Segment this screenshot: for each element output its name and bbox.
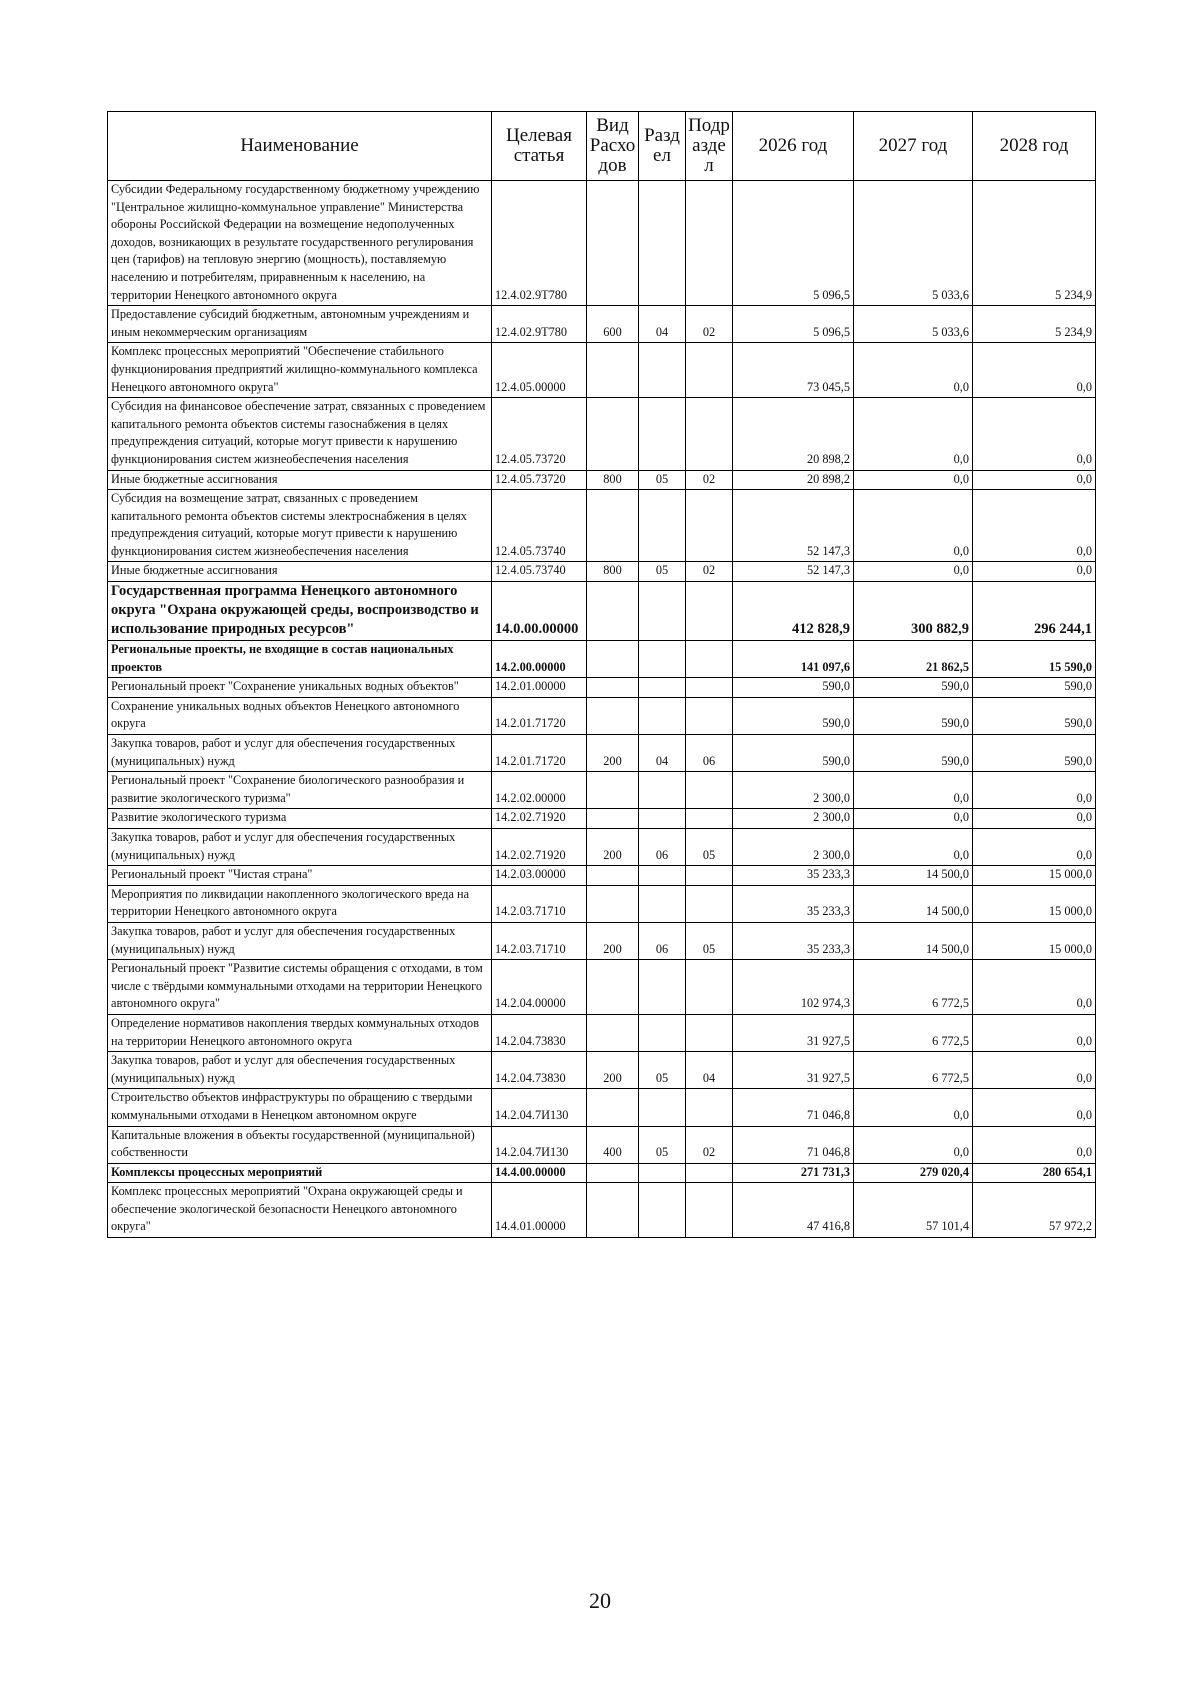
row-value-2026: 590,0: [733, 697, 854, 734]
row-value-2027: 0,0: [854, 343, 973, 398]
row-value-2027: 14 500,0: [854, 885, 973, 922]
table-row: [108, 181, 1096, 306]
row-article-cell: 12.4.05.73720: [492, 470, 587, 490]
row-section-cell: [639, 181, 686, 306]
row-article-cell: 14.2.01.71720: [492, 735, 587, 772]
table-row: [108, 772, 1096, 809]
row-name-cell: Комплекс процессных мероприятий "Обеспечение стабильного функционирования предприятий жилищно-коммунального комплекса Ненецкого автономного округа": [108, 343, 492, 398]
row-value-2028: 590,0: [973, 697, 1096, 734]
row-name-cell: Сохранение уникальных водных объектов Ненецкого автономного округа: [108, 697, 492, 734]
row-value-2026: 35 233,3: [733, 922, 854, 959]
row-article-cell: 14.2.03.71710: [492, 922, 587, 959]
row-expense-type-cell: [587, 1163, 639, 1183]
row-article-cell: 14.2.04.7И130: [492, 1126, 587, 1163]
table-header-row: [108, 112, 1096, 181]
row-article-cell: 14.4.01.00000: [492, 1183, 587, 1238]
row-value-2027: 0,0: [854, 1126, 973, 1163]
row-name-cell: Закупка товаров, работ и услуг для обеспечения государственных (муниципальных) нужд: [108, 922, 492, 959]
row-value-2026: 5 096,5: [733, 306, 854, 343]
row-value-2026: 20 898,2: [733, 470, 854, 490]
row-name-cell: Строительство объектов инфраструктуры по обращению с твердыми коммунальными отходами в Ненецком автономном округе: [108, 1089, 492, 1126]
row-value-2028: 15 000,0: [973, 866, 1096, 886]
row-value-2027: 6 772,5: [854, 1052, 973, 1089]
row-expense-type-cell: 800: [587, 562, 639, 582]
row-value-2028: 0,0: [973, 562, 1096, 582]
row-name-cell: Иные бюджетные ассигнования: [108, 470, 492, 490]
table-row: [108, 697, 1096, 734]
row-article-cell: 12.4.02.9Т780: [492, 306, 587, 343]
row-section-cell: 06: [639, 922, 686, 959]
row-section-cell: [639, 398, 686, 470]
row-section-cell: [639, 582, 686, 641]
row-section-cell: [639, 960, 686, 1015]
row-value-2027: 5 033,6: [854, 306, 973, 343]
page-number: 20: [589, 1588, 611, 1613]
row-expense-type-cell: [587, 885, 639, 922]
table-row: [108, 829, 1096, 866]
row-expense-type-cell: [587, 1089, 639, 1126]
row-name-cell: Иные бюджетные ассигнования: [108, 562, 492, 582]
row-value-2026: 141 097,6: [733, 641, 854, 678]
row-subsection-cell: 02: [686, 470, 733, 490]
row-subsection-cell: [686, 772, 733, 809]
row-subsection-cell: 05: [686, 922, 733, 959]
row-value-2026: 2 300,0: [733, 772, 854, 809]
row-value-2028: 0,0: [973, 1126, 1096, 1163]
row-section-cell: 05: [639, 1052, 686, 1089]
row-value-2026: 2 300,0: [733, 829, 854, 866]
row-expense-type-cell: 200: [587, 922, 639, 959]
header-year-2028: 2028 год: [973, 112, 1096, 181]
row-section-cell: [639, 1183, 686, 1238]
row-article-cell: 14.2.02.71920: [492, 809, 587, 829]
row-expense-type-cell: [587, 772, 639, 809]
row-article-cell: 12.4.02.9Т780: [492, 181, 587, 306]
header-section: Разд ел: [639, 112, 686, 181]
row-section-cell: [639, 697, 686, 734]
row-expense-type-cell: [587, 343, 639, 398]
row-subsection-cell: [686, 697, 733, 734]
row-section-cell: [639, 885, 686, 922]
row-subsection-cell: [686, 678, 733, 698]
row-section-cell: [639, 678, 686, 698]
row-article-cell: 12.4.05.00000: [492, 343, 587, 398]
table-row: [108, 398, 1096, 470]
table-row: [108, 735, 1096, 772]
row-value-2026: 590,0: [733, 735, 854, 772]
row-expense-type-cell: [587, 398, 639, 470]
header-year-2026: 2026 год: [733, 112, 854, 181]
row-value-2026: 102 974,3: [733, 960, 854, 1015]
row-article-cell: 14.2.04.00000: [492, 960, 587, 1015]
row-section-cell: [639, 866, 686, 886]
row-value-2027: 0,0: [854, 470, 973, 490]
row-value-2028: 590,0: [973, 678, 1096, 698]
row-value-2027: 14 500,0: [854, 866, 973, 886]
row-subsection-cell: 02: [686, 562, 733, 582]
table-row: [108, 490, 1096, 562]
table-row: [108, 306, 1096, 343]
row-name-cell: Региональный проект "Чистая страна": [108, 866, 492, 886]
table-row: [108, 960, 1096, 1015]
row-section-cell: [639, 1089, 686, 1126]
row-value-2028: 0,0: [973, 809, 1096, 829]
row-value-2027: 590,0: [854, 678, 973, 698]
row-value-2027: 14 500,0: [854, 922, 973, 959]
row-name-cell: Государственная программа Ненецкого автономного округа "Охрана окружающей среды, воспроизводство и использование природных ресурсов": [108, 582, 492, 641]
row-expense-type-cell: [587, 181, 639, 306]
row-value-2026: 71 046,8: [733, 1126, 854, 1163]
row-subsection-cell: [686, 809, 733, 829]
row-subsection-cell: [686, 181, 733, 306]
row-article-cell: 14.2.04.7И130: [492, 1089, 587, 1126]
row-value-2026: 412 828,9: [733, 582, 854, 641]
row-article-cell: 14.2.00.00000: [492, 641, 587, 678]
row-name-cell: Предоставление субсидий бюджетным, автономным учреждениям и иным некоммерческим организациям: [108, 306, 492, 343]
row-subsection-cell: [686, 343, 733, 398]
row-subsection-cell: [686, 866, 733, 886]
table-row: [108, 678, 1096, 698]
row-section-cell: [639, 641, 686, 678]
row-subsection-cell: 02: [686, 1126, 733, 1163]
row-expense-type-cell: [587, 1183, 639, 1238]
table-row: [108, 582, 1096, 641]
row-expense-type-cell: [587, 866, 639, 886]
row-article-cell: 14.2.04.73830: [492, 1014, 587, 1051]
row-expense-type-cell: 400: [587, 1126, 639, 1163]
row-expense-type-cell: [587, 809, 639, 829]
row-subsection-cell: [686, 582, 733, 641]
row-value-2028: 0,0: [973, 398, 1096, 470]
row-value-2026: 590,0: [733, 678, 854, 698]
row-name-cell: Субсидия на финансовое обеспечение затрат, связанных с проведением капитального ремонта объектов системы газоснабжения в целях предупреждения ситуаций, которые могут привести к нарушению функционирования систем жизнеобеспечения населения: [108, 398, 492, 470]
row-value-2026: 20 898,2: [733, 398, 854, 470]
row-value-2028: 0,0: [973, 960, 1096, 1015]
row-subsection-cell: [686, 885, 733, 922]
row-expense-type-cell: [587, 1014, 639, 1051]
table-row: [108, 1089, 1096, 1126]
table-row: [108, 1052, 1096, 1089]
row-value-2028: 0,0: [973, 470, 1096, 490]
row-article-cell: 12.4.05.73740: [492, 562, 587, 582]
table-row: [108, 1183, 1096, 1238]
row-value-2028: 590,0: [973, 735, 1096, 772]
row-value-2028: 5 234,9: [973, 306, 1096, 343]
row-section-cell: [639, 1014, 686, 1051]
row-value-2027: 0,0: [854, 1089, 973, 1126]
row-expense-type-cell: [587, 490, 639, 562]
row-value-2027: 0,0: [854, 562, 973, 582]
row-subsection-cell: [686, 490, 733, 562]
row-value-2028: 0,0: [973, 343, 1096, 398]
row-article-cell: 14.0.00.00000: [492, 582, 587, 641]
row-article-cell: 14.2.03.00000: [492, 866, 587, 886]
row-value-2028: 0,0: [973, 829, 1096, 866]
row-name-cell: Развитие экологического туризма: [108, 809, 492, 829]
row-value-2026: 35 233,3: [733, 866, 854, 886]
row-value-2027: 300 882,9: [854, 582, 973, 641]
row-value-2027: 279 020,4: [854, 1163, 973, 1183]
row-value-2026: 73 045,5: [733, 343, 854, 398]
header-subsection: Подр азде л: [686, 112, 733, 181]
row-expense-type-cell: 200: [587, 829, 639, 866]
row-subsection-cell: [686, 1183, 733, 1238]
row-article-cell: 12.4.05.73720: [492, 398, 587, 470]
row-value-2026: 2 300,0: [733, 809, 854, 829]
row-subsection-cell: [686, 960, 733, 1015]
row-article-cell: 14.2.02.00000: [492, 772, 587, 809]
row-value-2028: 280 654,1: [973, 1163, 1096, 1183]
table-row: [108, 1163, 1096, 1183]
table-row: [108, 922, 1096, 959]
row-subsection-cell: 05: [686, 829, 733, 866]
table-row: [108, 470, 1096, 490]
row-subsection-cell: 04: [686, 1052, 733, 1089]
row-section-cell: 05: [639, 1126, 686, 1163]
row-section-cell: [639, 772, 686, 809]
row-expense-type-cell: [587, 641, 639, 678]
row-section-cell: [639, 343, 686, 398]
row-article-cell: 14.2.01.00000: [492, 678, 587, 698]
row-section-cell: 04: [639, 306, 686, 343]
row-value-2028: 0,0: [973, 490, 1096, 562]
row-article-cell: 12.4.05.73740: [492, 490, 587, 562]
row-article-cell: 14.2.03.71710: [492, 885, 587, 922]
row-value-2028: 0,0: [973, 1052, 1096, 1089]
row-section-cell: 05: [639, 470, 686, 490]
row-name-cell: Закупка товаров, работ и услуг для обеспечения государственных (муниципальных) нужд: [108, 1052, 492, 1089]
row-value-2026: 52 147,3: [733, 490, 854, 562]
row-value-2027: 590,0: [854, 735, 973, 772]
row-name-cell: Региональный проект "Развитие системы обращения с отходами, в том числе с твёрдыми коммунальными отходами на территории Ненецкого автономного округа": [108, 960, 492, 1015]
row-name-cell: Региональный проект "Сохранение уникальных водных объектов": [108, 678, 492, 698]
row-value-2027: 57 101,4: [854, 1183, 973, 1238]
row-name-cell: Закупка товаров, работ и услуг для обеспечения государственных (муниципальных) нужд: [108, 735, 492, 772]
row-section-cell: [639, 809, 686, 829]
row-subsection-cell: [686, 1014, 733, 1051]
row-article-cell: 14.2.04.73830: [492, 1052, 587, 1089]
row-value-2027: 0,0: [854, 490, 973, 562]
row-name-cell: Комплекс процессных мероприятий "Охрана окружающей среды и обеспечение экологической безопасности Ненецкого автономного округа": [108, 1183, 492, 1238]
table-row: [108, 562, 1096, 582]
table-row: [108, 343, 1096, 398]
row-value-2026: 31 927,5: [733, 1052, 854, 1089]
row-name-cell: Региональный проект "Сохранение биологического разнообразия и развитие экологического туризма": [108, 772, 492, 809]
row-value-2026: 71 046,8: [733, 1089, 854, 1126]
row-value-2027: 0,0: [854, 398, 973, 470]
row-expense-type-cell: 800: [587, 470, 639, 490]
row-value-2027: 590,0: [854, 697, 973, 734]
row-value-2028: 15 000,0: [973, 922, 1096, 959]
row-value-2028: 15 000,0: [973, 885, 1096, 922]
row-expense-type-cell: 200: [587, 735, 639, 772]
row-value-2026: 271 731,3: [733, 1163, 854, 1183]
row-article-cell: 14.2.02.71920: [492, 829, 587, 866]
budget-table: [107, 111, 1096, 1238]
row-name-cell: Определение нормативов накопления твердых коммунальных отходов на территории Ненецкого автономного округа: [108, 1014, 492, 1051]
row-section-cell: [639, 490, 686, 562]
row-expense-type-cell: [587, 582, 639, 641]
row-section-cell: 06: [639, 829, 686, 866]
row-article-cell: 14.2.01.71720: [492, 697, 587, 734]
row-name-cell: Мероприятия по ликвидации накопленного экологического вреда на территории Ненецкого автономного округа: [108, 885, 492, 922]
row-value-2026: 31 927,5: [733, 1014, 854, 1051]
row-value-2028: 0,0: [973, 1089, 1096, 1126]
row-expense-type-cell: 600: [587, 306, 639, 343]
row-value-2028: 0,0: [973, 772, 1096, 809]
header-expense-type: Вид Расхо дов: [587, 112, 639, 181]
row-value-2028: 0,0: [973, 1014, 1096, 1051]
header-article: Целевая статья: [492, 112, 587, 181]
row-value-2028: 5 234,9: [973, 181, 1096, 306]
row-article-cell: 14.4.00.00000: [492, 1163, 587, 1183]
row-value-2026: 52 147,3: [733, 562, 854, 582]
table-row: [108, 1014, 1096, 1051]
row-value-2028: 15 590,0: [973, 641, 1096, 678]
row-value-2027: 21 862,5: [854, 641, 973, 678]
row-subsection-cell: 02: [686, 306, 733, 343]
row-expense-type-cell: [587, 678, 639, 698]
table-row: [108, 885, 1096, 922]
row-value-2028: 57 972,2: [973, 1183, 1096, 1238]
row-section-cell: 04: [639, 735, 686, 772]
row-expense-type-cell: 200: [587, 1052, 639, 1089]
table-row: [108, 1126, 1096, 1163]
row-name-cell: Субсидии Федеральному государственному бюджетному учреждению "Центральное жилищно-коммунальное управление" Министерства обороны Российской Федерации на возмещение недополученных доходов, возникающих в результате государственного регулирования цен (тарифов) на тепловую энергию (мощность), поставляемую населению и потребителям, приравненным к населению, на территории Ненецкого автономного округа: [108, 181, 492, 306]
row-name-cell: Закупка товаров, работ и услуг для обеспечения государственных (муниципальных) нужд: [108, 829, 492, 866]
row-expense-type-cell: [587, 697, 639, 734]
row-value-2027: 0,0: [854, 829, 973, 866]
header-name: Наименование: [108, 112, 492, 181]
table-row: [108, 809, 1096, 829]
row-name-cell: Капитальные вложения в объекты государственной (муниципальной) собственности: [108, 1126, 492, 1163]
row-value-2027: 0,0: [854, 809, 973, 829]
table-row: [108, 641, 1096, 678]
row-expense-type-cell: [587, 960, 639, 1015]
row-value-2028: 296 244,1: [973, 582, 1096, 641]
row-value-2026: 5 096,5: [733, 181, 854, 306]
table-body: [108, 181, 1096, 1238]
row-value-2027: 6 772,5: [854, 960, 973, 1015]
row-subsection-cell: 06: [686, 735, 733, 772]
row-name-cell: Комплексы процессных мероприятий: [108, 1163, 492, 1183]
row-name-cell: Региональные проекты, не входящие в состав национальных проектов: [108, 641, 492, 678]
row-section-cell: 05: [639, 562, 686, 582]
row-value-2026: 35 233,3: [733, 885, 854, 922]
row-subsection-cell: [686, 1089, 733, 1126]
row-subsection-cell: [686, 398, 733, 470]
row-subsection-cell: [686, 1163, 733, 1183]
row-subsection-cell: [686, 641, 733, 678]
row-value-2027: 0,0: [854, 772, 973, 809]
row-value-2027: 5 033,6: [854, 181, 973, 306]
row-value-2026: 47 416,8: [733, 1183, 854, 1238]
row-name-cell: Субсидия на возмещение затрат, связанных с проведением капитального ремонта объектов системы электроснабжения в целях предупреждения ситуаций, которые могут привести к нарушению функционирования систем жизнеобеспечения населения: [108, 490, 492, 562]
row-value-2027: 6 772,5: [854, 1014, 973, 1051]
header-year-2027: 2027 год: [854, 112, 973, 181]
table-row: [108, 866, 1096, 886]
row-section-cell: [639, 1163, 686, 1183]
